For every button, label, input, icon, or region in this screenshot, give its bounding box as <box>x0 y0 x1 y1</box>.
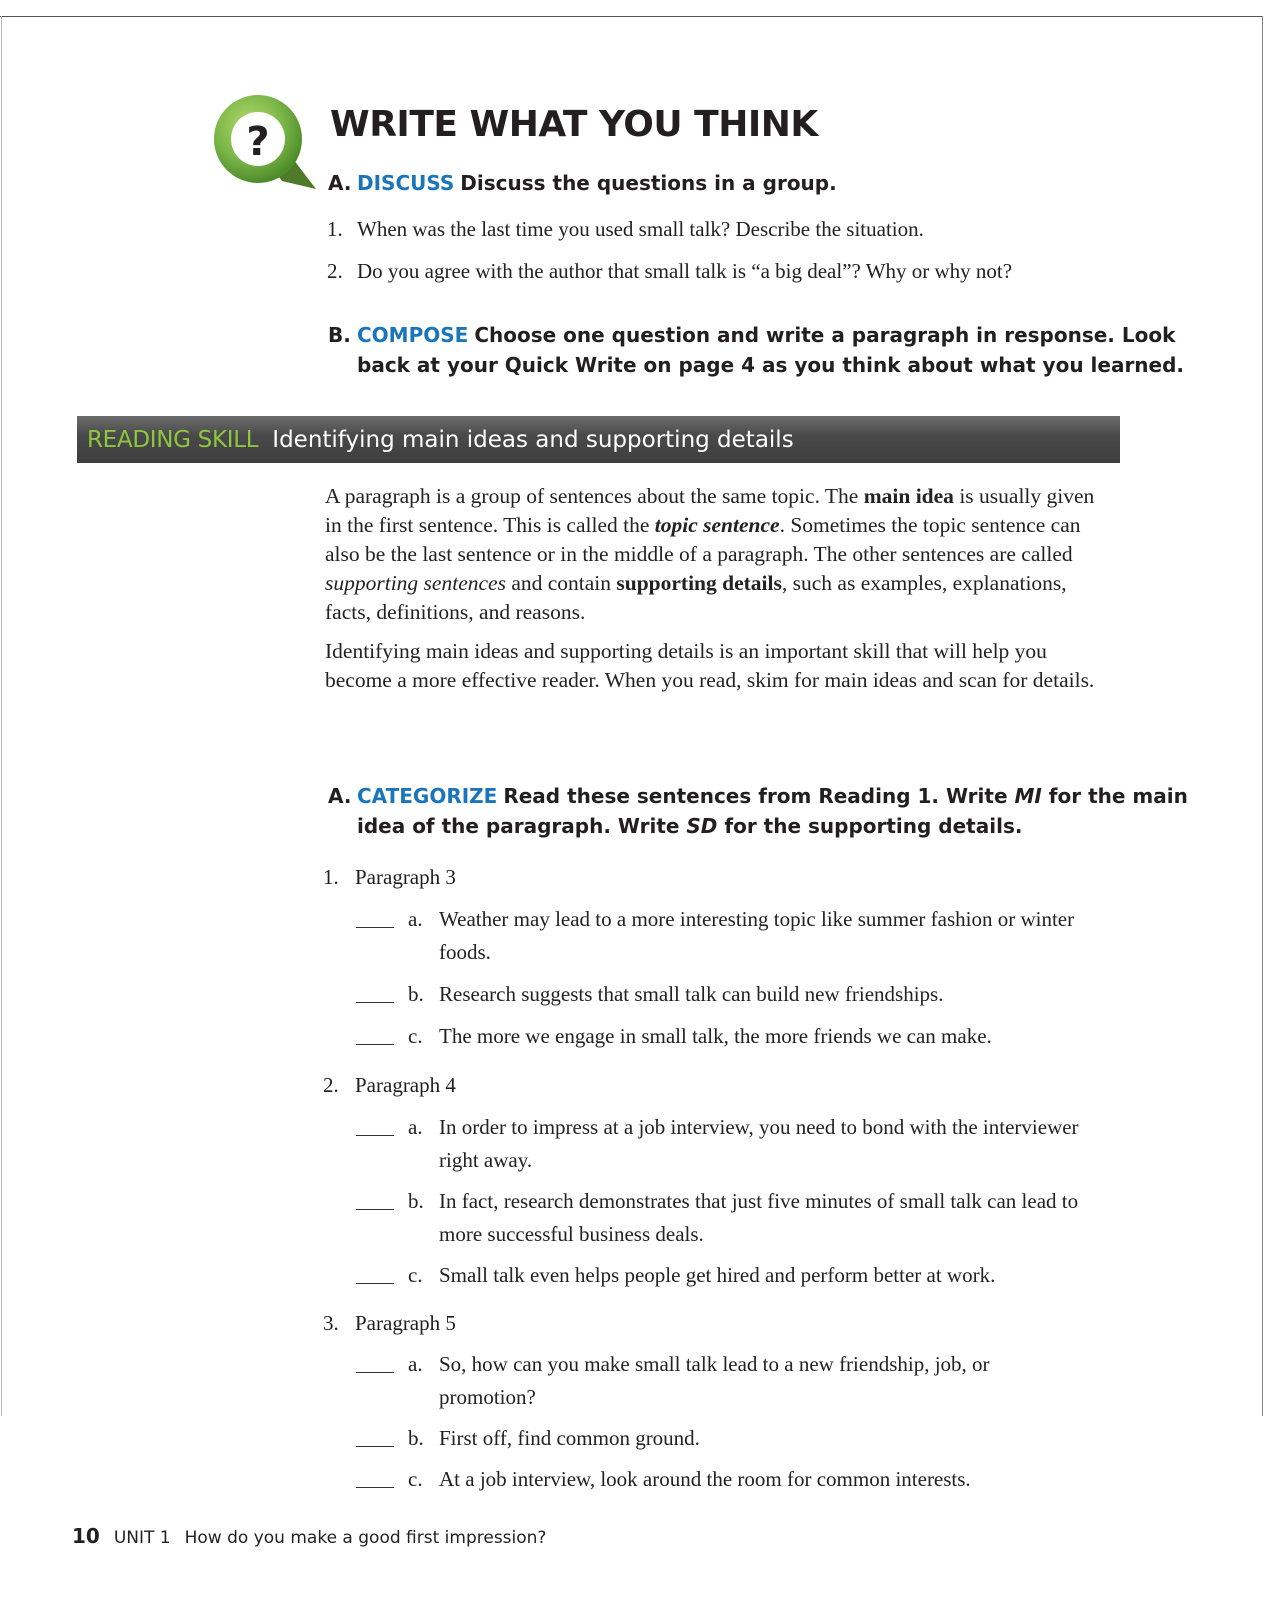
text-run: , such as examples, explanations, facts, definitions, and reasons. <box>325 571 1067 624</box>
option-text: Research suggests that small talk can build new friendships. <box>439 982 944 1006</box>
compose-text-line2: back at your Quick Write on page 4 as you think about what you learned. <box>357 353 1185 377</box>
compose-instruction <box>328 320 1184 380</box>
option-2b <box>356 1185 1116 1251</box>
reading-skill-label: READING SKILL <box>87 427 259 453</box>
option-letter: a. <box>408 907 423 931</box>
group-number: 3. <box>323 1311 339 1335</box>
answer-blank[interactable] <box>356 1487 394 1488</box>
discuss-letter: A. <box>328 171 352 195</box>
answer-blank[interactable] <box>356 1209 394 1210</box>
unit-question: How do you make a good first impression? <box>184 1528 547 1548</box>
discuss-text: Discuss the questions in a group. <box>460 171 837 195</box>
answer-blank[interactable] <box>356 1446 394 1447</box>
option-text: The more we engage in small talk, the more friends we can make. <box>439 1024 992 1048</box>
text-run: . Sometimes the topic sentence can also be the last sentence or in the middle of a paragraph. The other sentences are called <box>325 513 1081 566</box>
reading-skill-banner <box>77 416 1120 463</box>
option-3c <box>356 1463 1116 1496</box>
compose-letter: B. <box>328 323 351 347</box>
question-text: Do you agree with the author that small talk is “a big deal”? Why or why not? <box>357 259 1013 283</box>
text-run: idea of the paragraph. Write <box>357 814 687 838</box>
option-text: Weather may lead to a more interesting topic like summer fashion or winter foods. <box>439 907 1075 964</box>
compose-keyword: COMPOSE <box>357 323 469 347</box>
text-run: and contain <box>505 571 617 595</box>
compose-text-line1: Choose one question and write a paragraph in response. Look <box>474 323 1176 347</box>
option-3b <box>356 1422 1116 1455</box>
option-1b <box>356 978 1116 1011</box>
group-number: 1. <box>323 865 339 889</box>
option-text: First off, find common ground. <box>439 1426 700 1450</box>
text-run: Read these sentences from Reading 1. Write <box>503 784 1015 808</box>
svg-text:?: ? <box>246 119 270 165</box>
discuss-question-1 <box>327 214 924 244</box>
code-sd: SD <box>686 814 718 838</box>
group-label: Paragraph 5 <box>355 1311 456 1335</box>
text-run: A paragraph is a group of sentences about the same topic. The <box>325 484 864 508</box>
page-border-top <box>0 16 1263 17</box>
option-letter: a. <box>408 1115 423 1139</box>
page-border-left <box>1 16 2 1416</box>
text-run: is usually given in the first sentence. This is called the <box>325 484 1095 537</box>
reading-skill-title: Identifying main ideas and supporting details <box>272 427 794 453</box>
categorize-keyword: CATEGORIZE <box>357 784 498 808</box>
option-2c <box>356 1259 1116 1292</box>
option-text: So, how can you make small talk lead to a new friendship, job, or promotion? <box>439 1352 990 1409</box>
option-letter: c. <box>408 1467 423 1491</box>
answer-blank[interactable] <box>356 927 394 928</box>
skill-paragraph-2: Identifying main ideas and supporting details is an important skill that will help you become a more effective reader. When you read, skim for main ideas and scan for details. <box>325 639 1095 692</box>
question-text: When was the last time you used small talk? Describe the situation. <box>357 217 924 241</box>
answer-blank[interactable] <box>356 1283 394 1284</box>
option-letter: b. <box>408 1189 424 1213</box>
answer-blank[interactable] <box>356 1044 394 1045</box>
discuss-instruction <box>328 168 837 198</box>
option-text: At a job interview, look around the room for common interests. <box>439 1467 971 1491</box>
group-label: Paragraph 4 <box>355 1073 456 1097</box>
option-letter: b. <box>408 982 424 1006</box>
discuss-question-2 <box>327 256 1012 286</box>
option-letter: b. <box>408 1426 424 1450</box>
option-letter: a. <box>408 1352 423 1376</box>
answer-blank[interactable] <box>356 1135 394 1136</box>
answer-blank[interactable] <box>356 1372 394 1373</box>
page-number: 10 <box>72 1524 100 1548</box>
option-letter: c. <box>408 1263 423 1287</box>
paragraph-group-2 <box>323 1070 456 1100</box>
page-footer <box>72 1524 546 1548</box>
categorize-letter: A. <box>328 784 352 808</box>
question-number: 1. <box>327 217 343 241</box>
term-supporting-sentences: supporting sentences <box>325 571 506 595</box>
q-question-icon <box>212 93 316 193</box>
option-text: In fact, research demonstrates that just five minutes of small talk can lead to more successful business deals. <box>439 1189 1079 1246</box>
text-run: for the supporting details. <box>717 814 1023 838</box>
term-supporting-details: supporting details <box>616 571 782 595</box>
text-run: for the main <box>1041 784 1188 808</box>
option-3a <box>356 1348 1116 1414</box>
skill-paragraph-1 <box>325 482 1115 627</box>
paragraph-group-1 <box>323 862 456 892</box>
question-number: 2. <box>327 259 343 283</box>
option-text: Small talk even helps people get hired and perform better at work. <box>439 1263 996 1287</box>
group-label: Paragraph 3 <box>355 865 456 889</box>
term-topic-sentence: topic sentence <box>654 513 780 537</box>
unit-label: UNIT 1 <box>113 1528 171 1548</box>
answer-blank[interactable] <box>356 1002 394 1003</box>
group-number: 2. <box>323 1073 339 1097</box>
option-2a <box>356 1111 1116 1177</box>
page-title: WRITE WHAT YOU THINK <box>330 104 818 145</box>
option-1a <box>356 903 1116 969</box>
option-text: In order to impress at a job interview, you need to bond with the interviewer right away. <box>439 1115 1079 1172</box>
paragraph-group-3 <box>323 1308 456 1338</box>
discuss-keyword: DISCUSS <box>357 171 455 195</box>
page-border-right <box>1262 16 1263 1416</box>
categorize-instruction <box>328 781 1188 841</box>
term-main-idea: main idea <box>863 484 954 508</box>
code-mi: MI <box>1014 784 1042 808</box>
option-letter: c. <box>408 1024 423 1048</box>
option-1c <box>356 1020 1116 1053</box>
categorize-line2 <box>328 811 1188 841</box>
